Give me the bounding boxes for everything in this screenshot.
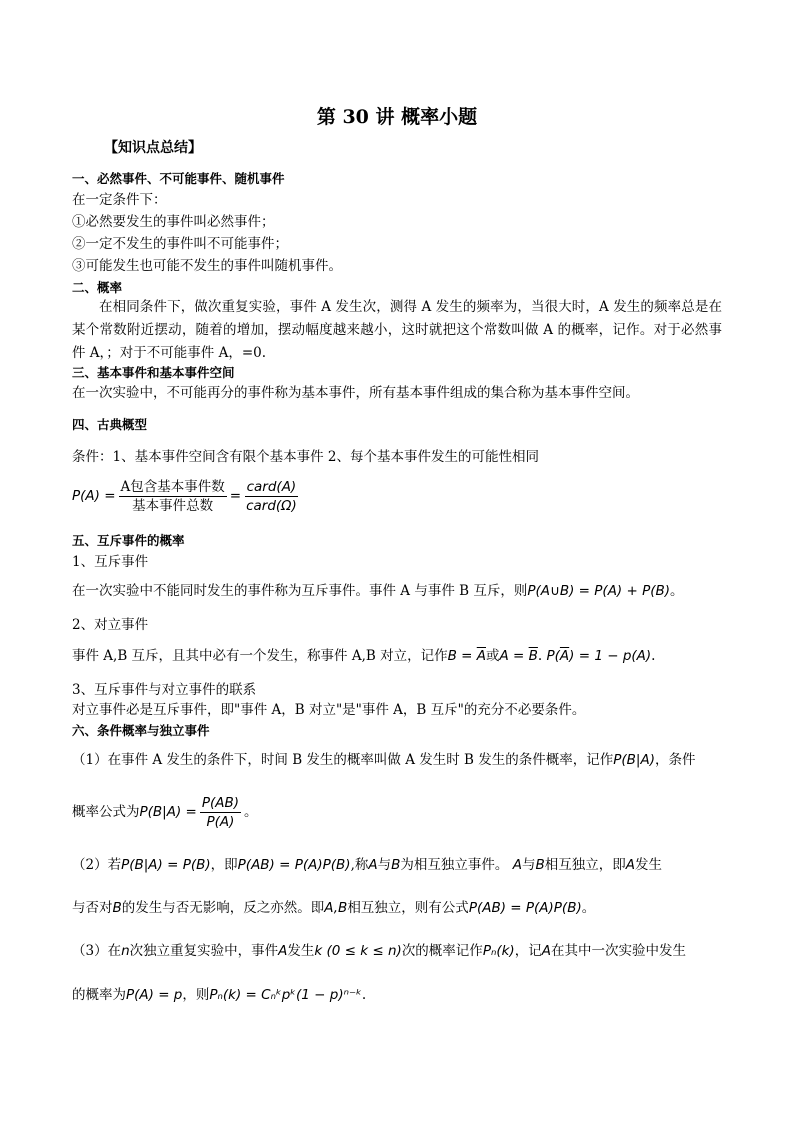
text: 为相互独立事件。: [400, 857, 513, 873]
s3-paragraph: 在一次实验中，不可能再分的事件称为基本事件，所有基本事件组成的集合称为基本事件空间。: [72, 385, 639, 401]
formula-union: P(A∪B) = P(A) + P(B): [527, 583, 671, 599]
formula: P(B|A): [613, 752, 655, 768]
s5-complement-line: [72, 645, 722, 667]
text: ，即: [210, 857, 238, 873]
section-header: 【知识点总结】: [104, 140, 202, 156]
text: 的概率为: [72, 987, 126, 1003]
formula: P(: [546, 648, 560, 664]
fraction-denominator: card(Ω): [246, 497, 297, 514]
formula-bar: $\overline{A}$: [476, 648, 486, 664]
formula: A,B: [324, 900, 348, 916]
page-title: 第 30 讲 概率小题: [316, 106, 478, 128]
text: （1）在事件 A 发生的条件下，时间 B 发生的概率叫做 A 发生时 B 发生的条件概率，记作: [72, 752, 614, 768]
fraction-numerator: P(AB): [201, 794, 239, 811]
s6-line-6: [72, 984, 722, 1006]
text: 事件 A,B 互斥，且其中必有一个发生，称事件 A,B 对立，记作: [72, 648, 448, 664]
text: 相互独立，即: [544, 857, 626, 873]
s5-relation: 对立事件必是互斥事件，即"事件 A，B 对立"是"事件 A，B 互斥"的充分不必要条件。: [72, 702, 586, 718]
formula: B: [391, 857, 401, 873]
s2-paragraph: 在相同条件下，做次重复实验，事件 A 发生次，测得 A 发生的频率为，当很大时，A 发生的频率总是在某个常数附近摆动，随着的增加，摆动幅度越来越小，这时就把这个常数叫做 A 的概率，记作。对于必然事件 A，；对于不可能事件 A，=0.: [72, 299, 722, 361]
s6-line-3: [72, 854, 722, 876]
conditional-probability-fraction: [200, 794, 241, 831]
s5-sub-3: 3、互斥事件与对立事件的联系: [72, 682, 257, 698]
text: 发生: [287, 943, 315, 959]
formula: P(B|A) =: [139, 804, 197, 820]
text: 与否对: [72, 900, 113, 916]
formula: Pₙ(k) = Cₙᵏpᵏ(1 − p)ⁿ⁻ᵏ: [209, 987, 362, 1003]
s3-heading: 三、基本事件和基本事件空间: [72, 365, 235, 380]
s6-line-2: [72, 792, 722, 832]
text: ，则: [182, 987, 210, 1003]
text: 或: [486, 648, 500, 664]
text: 。: [244, 804, 258, 820]
formula: A: [541, 943, 551, 959]
formula: P(A) = p: [126, 987, 183, 1003]
text: 在其中一次实验中发生: [550, 943, 686, 959]
formula: A =: [499, 648, 529, 664]
s4-conditions: 条件：1、基本事件空间含有限个基本事件 2、每个基本事件发生的可能性相同: [72, 449, 539, 465]
formula-bar: $\overline{A}$: [559, 648, 570, 664]
fraction-count: [119, 478, 227, 515]
formula-bar: $\overline{B}$: [528, 648, 538, 664]
s6-line-4: [72, 897, 722, 919]
s2-heading: 二、概率: [72, 280, 123, 295]
formula: P(AB) = P(A)P(B): [237, 857, 351, 873]
text: ，记: [514, 943, 542, 959]
text: （3）在: [72, 943, 122, 959]
s5-mutex-line: [72, 580, 722, 602]
text: 。: [581, 900, 596, 916]
formula: k (0 ≤ k ≤ n): [314, 943, 402, 959]
formula: A: [512, 857, 522, 873]
text: ,称: [350, 857, 369, 873]
text: .: [651, 648, 656, 664]
text: .: [537, 648, 543, 664]
formula-lhs: P(A) =: [72, 488, 116, 504]
s1-intro: 在一定条件下：: [72, 192, 167, 208]
formula: A: [368, 857, 378, 873]
text: 相互独立，则有公式: [347, 900, 469, 916]
formula: B =: [447, 648, 477, 664]
s6-heading: 六、条件概率与独立事件: [72, 723, 210, 738]
text: 与: [521, 857, 536, 873]
text: 发生: [634, 857, 662, 873]
text: ，条件: [655, 752, 696, 768]
s5-sub-2: 2、对立事件: [72, 617, 149, 633]
fraction-card: [244, 478, 299, 515]
s6-line-5: [72, 940, 722, 962]
formula: ) = 1 − p(A): [569, 648, 652, 664]
s1-item-3: ③可能发生也可能不发生的事件叫随机事件。: [72, 258, 342, 274]
text: 次独立重复实验中，事件: [129, 943, 279, 959]
text: .: [361, 987, 367, 1003]
formula: P(B|A) = P(B): [121, 857, 211, 873]
s6-line-1: [72, 749, 722, 771]
s5-heading: 五、互斥事件的概率: [72, 533, 185, 548]
s1-heading: 一、必然事件、不可能事件、随机事件: [72, 171, 285, 186]
fraction-numerator: card(A): [246, 478, 297, 495]
formula: P(AB) = P(A)P(B): [468, 900, 582, 916]
s5-sub-1: 1、互斥事件: [72, 554, 149, 570]
text: 概率公式为: [72, 804, 140, 820]
s1-item-1: ①必然要发生的事件叫必然事件；: [72, 214, 275, 230]
formula: A: [278, 943, 288, 959]
formula: B: [112, 900, 122, 916]
formula-equals: =: [229, 488, 242, 504]
formula: Pₙ(k): [482, 943, 515, 959]
text: 。: [670, 583, 684, 599]
s4-heading: 四、古典概型: [72, 417, 148, 432]
text: 在一次实验中不能同时发生的事件称为互斥事件。事件 A 与事件 B 互斥，则: [72, 583, 528, 599]
text: 与: [377, 857, 392, 873]
text: （2）若: [72, 857, 122, 873]
text: 的发生与否无影响，反之亦然。即: [121, 900, 325, 916]
fraction-denominator: 基本事件总数: [132, 497, 214, 514]
formula: B: [535, 857, 545, 873]
text: 次的概率记作: [401, 943, 483, 959]
fraction-numerator: A包含基本事件数: [120, 478, 225, 495]
formula: A: [625, 857, 635, 873]
formula: n: [121, 943, 130, 959]
fraction-denominator: P(A): [206, 813, 235, 830]
classical-probability-formula: [72, 476, 722, 516]
s1-item-2: ②一定不发生的事件叫不可能事件；: [72, 236, 288, 252]
